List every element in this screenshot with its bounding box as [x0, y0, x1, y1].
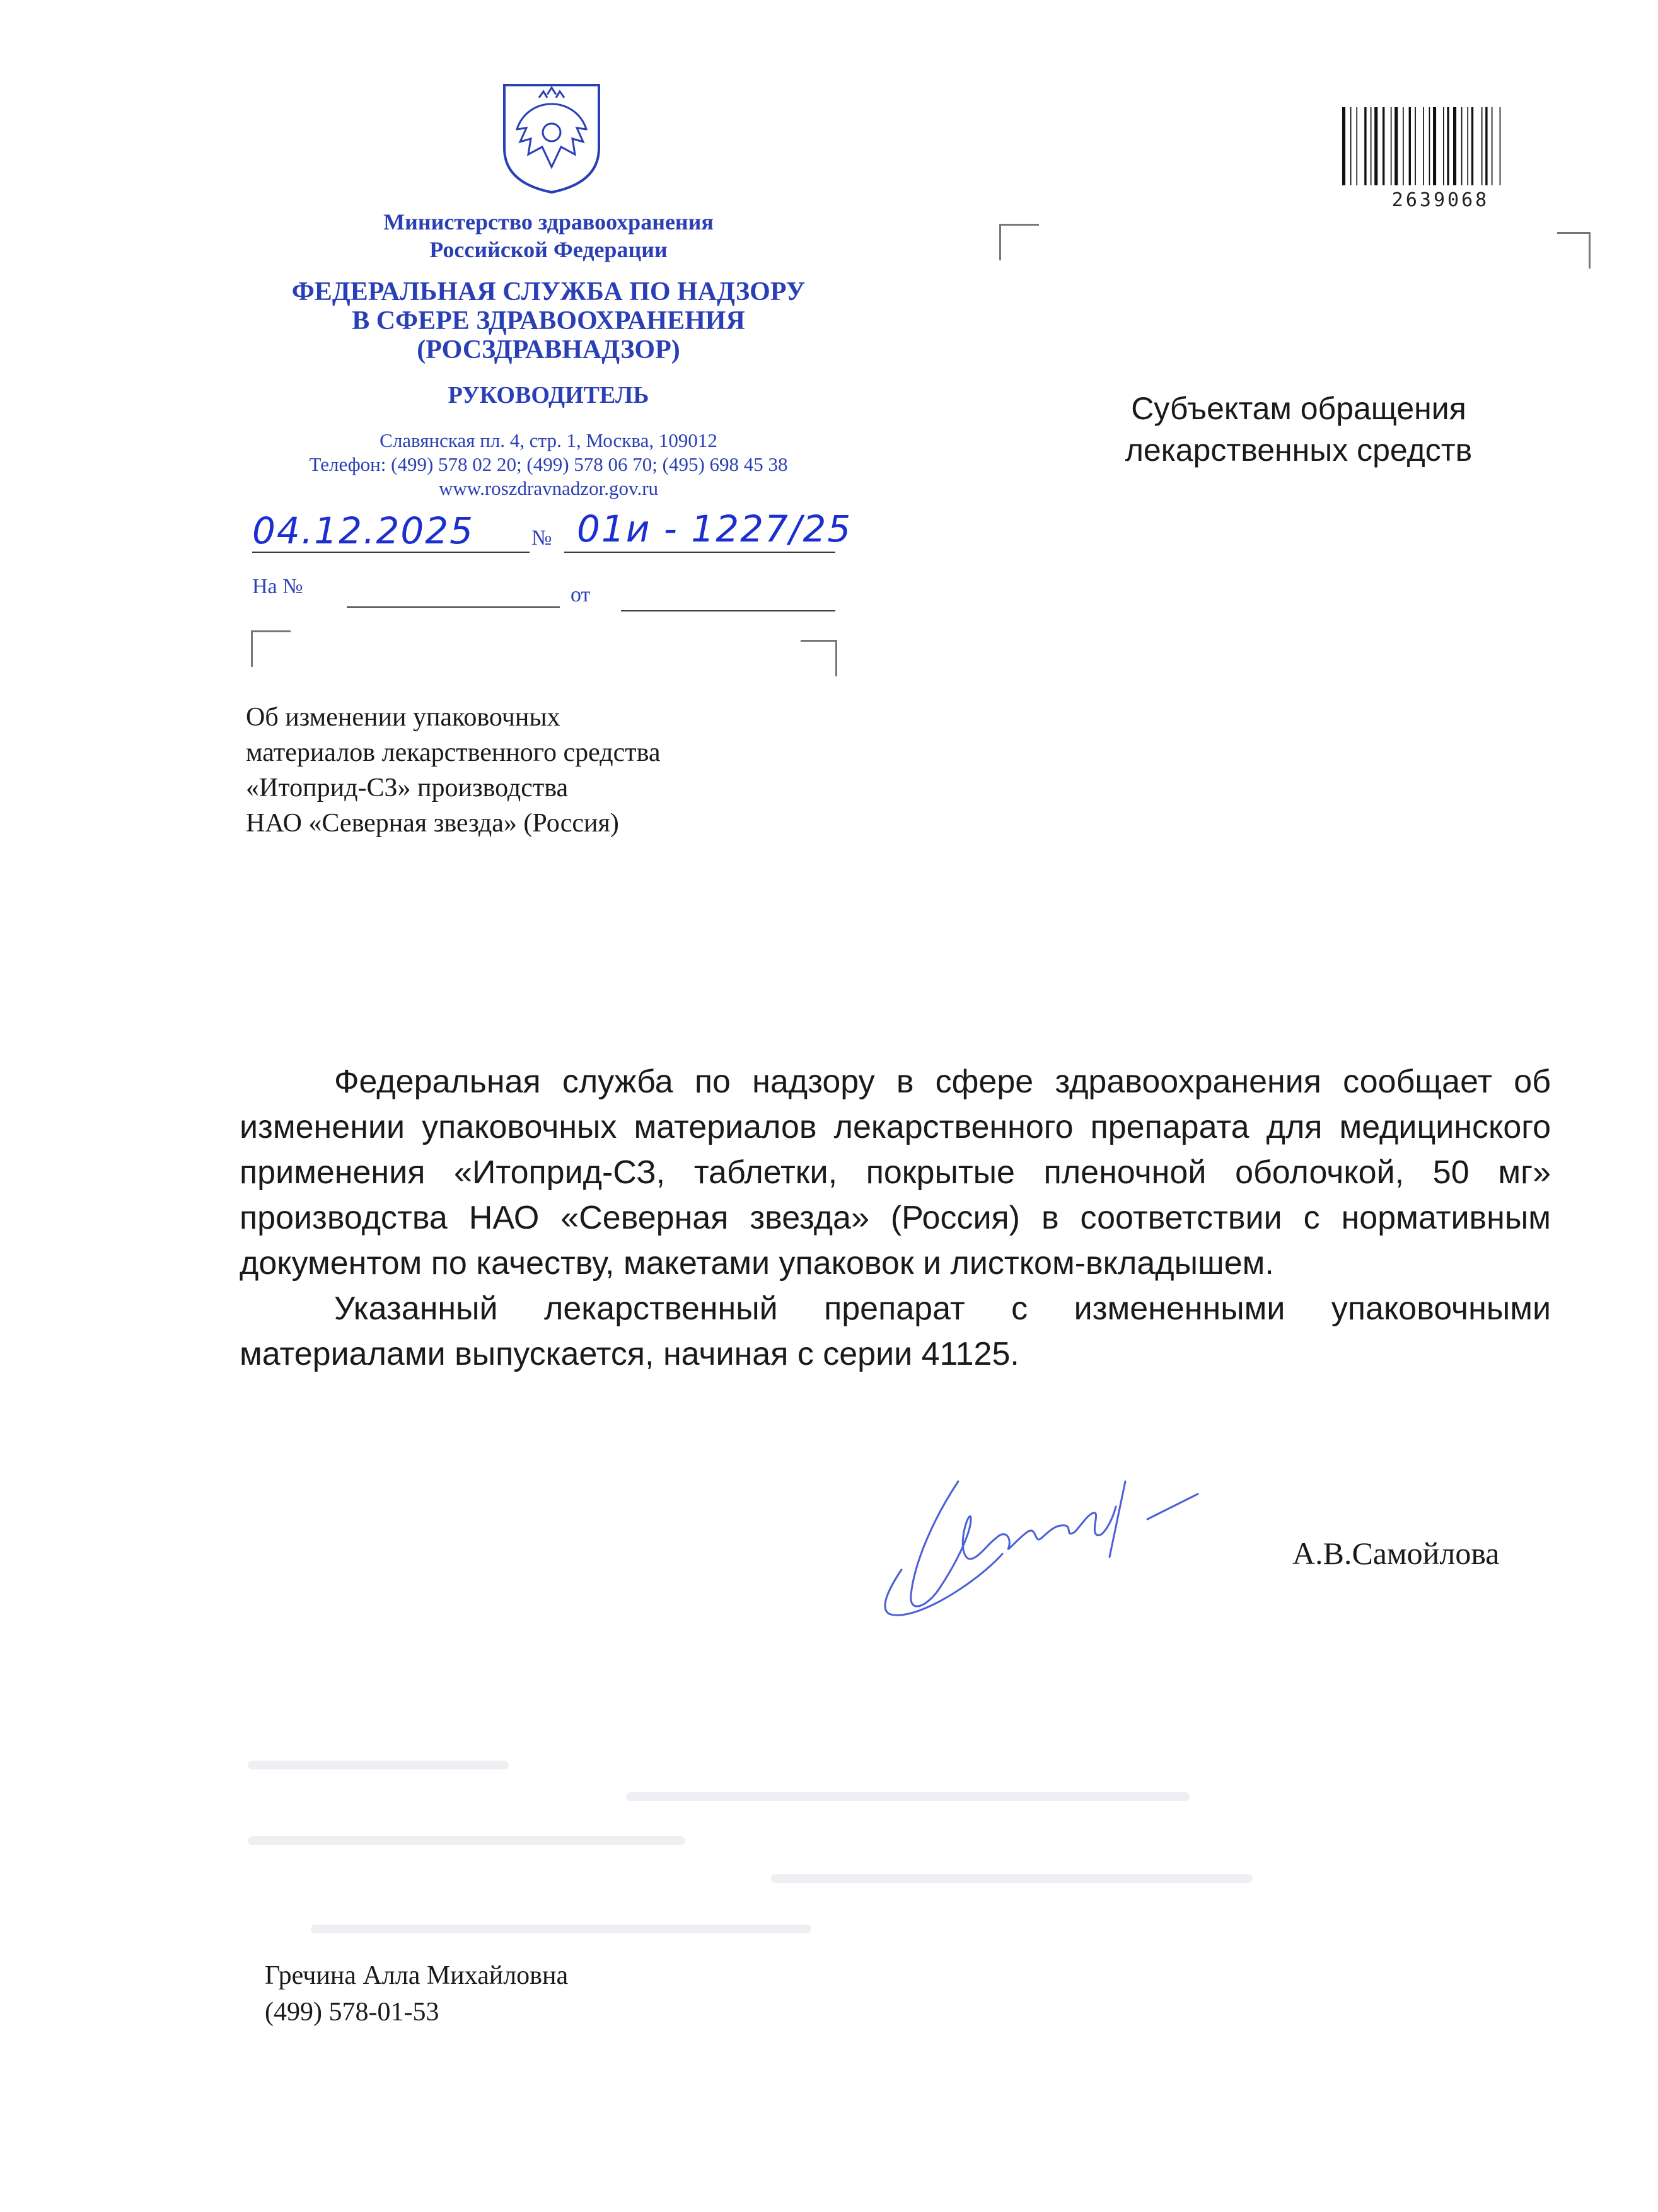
reply-number-underline	[347, 606, 560, 608]
corner-mark-subject-left	[251, 630, 291, 667]
coat-of-arms-icon	[498, 79, 605, 195]
body-paragraph: Указанный лекарственный препарат с измененными упаковочными материалами выпускается, начиная с серии 41125.	[240, 1290, 1551, 1372]
reply-number-label: На №	[252, 575, 303, 598]
barcode-icon	[1340, 107, 1541, 190]
number-label: №	[531, 526, 552, 550]
service-name: ФЕДЕРАЛЬНАЯ СЛУЖБА ПО НАДЗОРУ В СФЕРЕ ЗДРАВООХРАНЕНИЯ (РОСЗДРАВНАДЗОР)	[291, 277, 806, 364]
addressee: Субъектам обращения лекарственных средств	[1125, 391, 1473, 468]
executor-contact	[265, 1957, 568, 2030]
scan-bleed-through	[240, 1752, 1311, 1954]
reply-date-label: от	[571, 583, 591, 606]
position-title: РУКОВОДИТЕЛЬ	[448, 382, 649, 408]
corner-mark-top-right	[1557, 232, 1591, 269]
letter-body	[240, 1059, 1551, 1377]
website-line: www.roszdravnadzor.gov.ru	[438, 477, 659, 499]
phone-line: Телефон: (499) 578 02 20; (499) 578 06 70; (495) 698 45 38	[309, 453, 788, 475]
letter-subject: Об изменении упаковочных материалов лекарственного средства «Итоприд-СЗ» производства НАО «Северная звезда» (Россия)	[246, 703, 661, 838]
registration-number: 01и - 1227/25	[577, 507, 852, 550]
reply-date-underline	[621, 610, 835, 611]
body-paragraph: Федеральная служба по надзору в сфере здравоохранения сообщает об изменении упаковочных материалов лекарственного препарата для медицинского применения «Итоприд-СЗ, таблетки, покрытые пленочной оболочкой, 50 мг» производства НАО «Северная звезда» (Россия) в соответствии с нормативным документом по качеству, макетами упаковок и листком-вкладышем.	[240, 1063, 1551, 1282]
address-line: Славянская пл. 4, стр. 1, Москва, 109012	[380, 429, 717, 451]
corner-mark-top-left	[999, 224, 1039, 260]
handwritten-signature	[876, 1444, 1229, 1633]
corner-mark-subject-right	[801, 640, 837, 676]
ministry-name: Министерство здравоохранения Российской Федерации	[383, 209, 714, 262]
barcode-number: 2639068	[1391, 189, 1490, 211]
number-underline	[564, 552, 835, 553]
executor-phone: (499) 578-01-53	[265, 1998, 439, 2027]
executor-name: Гречина Алла Михайловна	[265, 1961, 569, 1990]
registration-date: 04.12.2025	[252, 509, 475, 552]
contact-block	[233, 429, 864, 501]
signer-name: А.В.Самойлова	[1292, 1536, 1500, 1571]
